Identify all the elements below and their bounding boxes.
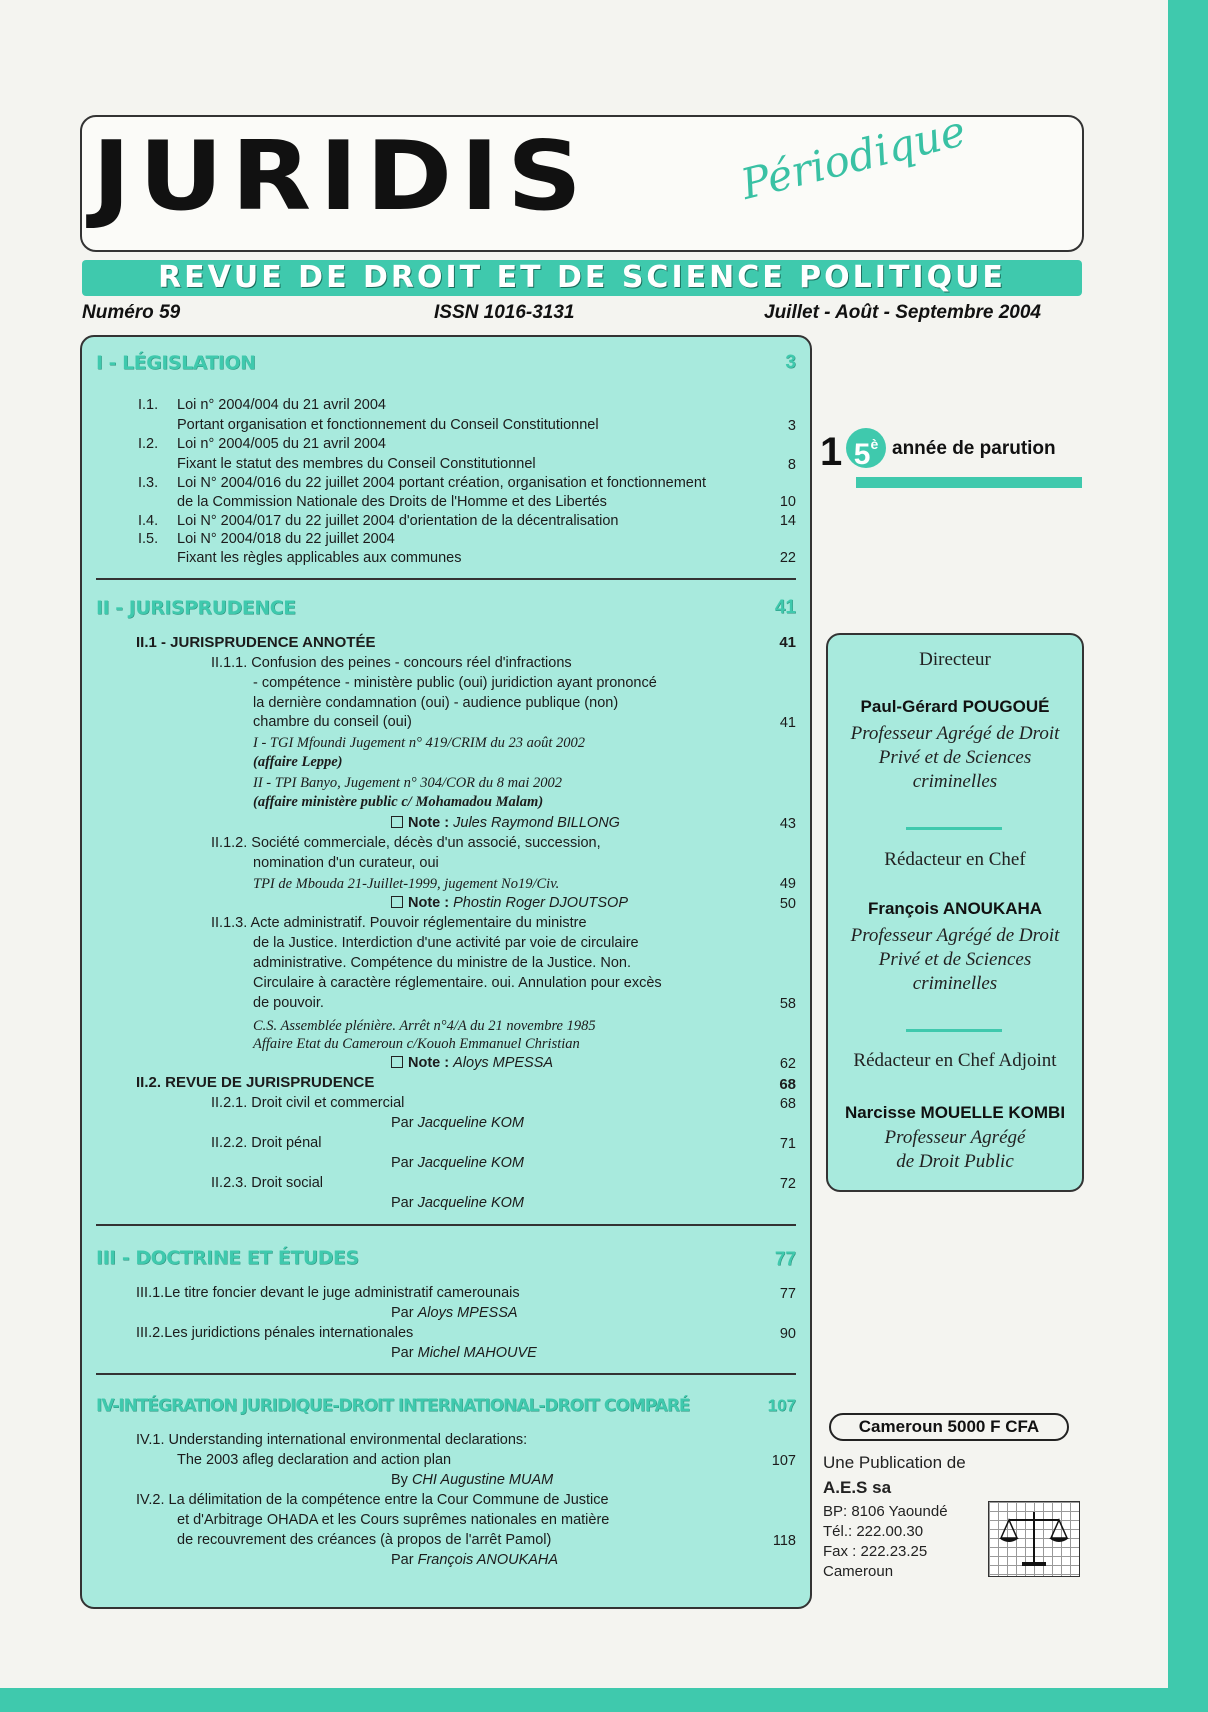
checkbox-icon: [391, 896, 403, 908]
toc-entry[interactable]: III.1.Le titre foncier devant le juge administratif camerounais: [136, 1285, 520, 1301]
note-label: Note :: [408, 1055, 450, 1071]
directeur-name: Paul-Gérard POUGOUÉ: [860, 697, 1050, 716]
toc-entry-cont: de la Justice. Interdiction d'une activité par voie de circulaire: [253, 935, 639, 951]
toc-page: 107: [771, 1453, 796, 1469]
author-line: [391, 1551, 558, 1569]
toc-page: 71: [779, 1136, 796, 1152]
subsection-page: 68: [779, 1076, 796, 1093]
toc-page: 22: [779, 550, 796, 566]
desc-line: criminelles: [912, 973, 998, 994]
toc-entry[interactable]: II.1.1. Confusion des peines - concours réel d'infractions: [211, 655, 572, 671]
section-legislation-page: 3: [785, 352, 796, 373]
publisher-name: A.E.S sa: [823, 1478, 892, 1497]
author-line: [391, 1304, 518, 1322]
author-name: CHI Augustine MUAM: [411, 1472, 554, 1488]
author-line: [391, 1344, 537, 1362]
note-label: Note :: [408, 895, 450, 911]
anniversary-text: année de parution: [892, 438, 1056, 459]
case-reference: TPI de Mbouda 21-Juillet-1999, jugement No19/Civ.: [253, 876, 560, 892]
toc-page: 77: [779, 1286, 796, 1302]
note-line: [391, 1054, 553, 1072]
adjoint-role: Rédacteur en Chef Adjoint: [853, 1050, 1057, 1071]
toc-number: I.5.: [138, 531, 159, 547]
toc-entry-cont: chambre du conseil (oui): [253, 714, 412, 730]
par-label: Par: [391, 1552, 414, 1568]
par-label: Par: [391, 1345, 414, 1361]
publisher-bp: BP: 8106 Yaoundé: [823, 1503, 948, 1520]
toc-page: 90: [779, 1326, 796, 1342]
adjoint-name: Narcisse MOUELLE KOMBI: [844, 1103, 1066, 1122]
price-badge: Cameroun 5000 F CFA: [829, 1413, 1069, 1441]
note-line: [391, 894, 628, 912]
note-author: Aloys MPESSA: [453, 1055, 554, 1071]
toc-entry[interactable]: IV.2. La délimitation de la compétence entre la Cour Commune de Justice: [136, 1492, 609, 1508]
par-label: Par: [391, 1305, 414, 1321]
toc-page: 3: [787, 418, 796, 434]
toc-entry-cont: de recouvrement des créances (à propos de l'arrêt Pamol): [177, 1532, 552, 1548]
section-divider: [96, 1224, 796, 1226]
issue-number: Numéro 59: [82, 302, 181, 323]
directeur-desc: [826, 722, 1084, 794]
author-line: [391, 1471, 553, 1489]
author-name: Michel MAHOUVE: [417, 1345, 537, 1361]
subsection-title[interactable]: II.2. REVUE DE JURISPRUDENCE: [136, 1074, 375, 1091]
toc-page: 8: [787, 457, 796, 473]
toc-number: I.1.: [138, 397, 159, 413]
toc-entry[interactable]: Loi n° 2004/004 du 21 avril 2004: [177, 397, 386, 413]
toc-entry-cont: et d'Arbitrage OHADA et les Cours suprêmes nationales en matière: [177, 1512, 610, 1528]
toc-entry[interactable]: II.1.3. Acte administratif. Pouvoir réglementaire du ministre: [211, 915, 587, 931]
toc-entry-cont: de pouvoir.: [253, 995, 324, 1011]
section-jurisprudence-page: 41: [774, 597, 796, 618]
par-label: Par: [391, 1195, 414, 1211]
section-legislation-title[interactable]: I - LÉGISLATION: [96, 352, 256, 374]
panel-separator: [906, 827, 1002, 830]
toc-entry-cont: Portant organisation et fonctionnement du Conseil Constitutionnel: [177, 417, 599, 433]
toc-number: I.3.: [138, 475, 159, 491]
author-name: Aloys MPESSA: [417, 1305, 518, 1321]
redacteur-desc: [826, 924, 1084, 996]
adjoint-desc: [826, 1126, 1084, 1174]
section-integration-title[interactable]: IV-INTÉGRATION JURIDIQUE-DROIT INTERNATIONAL-DROIT COMPARÉ: [96, 1396, 690, 1416]
toc-page: 10: [779, 494, 796, 510]
case-reference: I - TGI Mfoundi Jugement n° 419/CRIM du 23 août 2002: [253, 735, 586, 751]
toc-entry[interactable]: Loi N° 2004/017 du 22 juillet 2004 d'orientation de la décentralisation: [177, 513, 619, 529]
toc-page: 50: [779, 896, 796, 912]
author-line: [391, 1114, 524, 1132]
desc-line: Professeur Agrégé de Droit: [850, 925, 1060, 946]
subsection-page: 41: [779, 634, 796, 651]
toc-entry[interactable]: Loi n° 2004/005 du 21 avril 2004: [177, 436, 386, 452]
desc-line: Privé et de Sciences: [878, 747, 1032, 768]
toc-entry-cont: - compétence - ministère public (oui) juridiction ayant prononcé: [253, 675, 657, 691]
toc-entry-cont: Fixant les règles applicables aux communes: [177, 550, 462, 566]
section-divider: [96, 1373, 796, 1375]
author-line: [391, 1194, 524, 1212]
section-jurisprudence-title[interactable]: II - JURISPRUDENCE: [96, 597, 296, 619]
toc-number: I.4.: [138, 513, 159, 529]
toc-page: 41: [779, 715, 796, 731]
revue-banner: REVUE DE DROIT ET DE SCIENCE POLITIQUE: [82, 260, 1082, 296]
author-line: [391, 1154, 524, 1172]
panel-separator: [906, 1029, 1002, 1032]
toc-entry-cont: de la Commission Nationale des Droits de l'Homme et des Libertés: [177, 494, 607, 510]
note-line: [391, 814, 620, 832]
page-bottom-bar: [0, 1688, 1208, 1712]
toc-page: 118: [772, 1533, 796, 1549]
toc-page: 68: [779, 1096, 796, 1112]
toc-entry[interactable]: II.2.2. Droit pénal: [211, 1135, 322, 1151]
toc-page: 62: [779, 1056, 796, 1072]
toc-entry[interactable]: Loi N° 2004/016 du 22 juillet 2004 portant création, organisation et fonctionnement: [177, 475, 706, 491]
desc-line: de Droit Public: [896, 1151, 1014, 1172]
toc-page: 49: [779, 876, 796, 892]
par-label: Par: [391, 1155, 414, 1171]
journal-logo: JURIDIS: [92, 119, 590, 232]
author-name: Jacqueline KOM: [417, 1115, 524, 1131]
toc-entry[interactable]: II.2.1. Droit civil et commercial: [211, 1095, 405, 1111]
author-name: François ANOUKAHA: [417, 1552, 559, 1568]
toc-page: 14: [779, 513, 796, 529]
section-doctrine-page: 77: [774, 1249, 796, 1270]
issn: ISSN 1016-3131: [434, 302, 575, 323]
case-affaire: (affaire Leppe): [253, 754, 343, 770]
scales-of-justice-icon: [988, 1501, 1080, 1577]
subsection-title[interactable]: II.1 - JURISPRUDENCE ANNOTÉE: [136, 634, 376, 651]
toc-entry-cont: Fixant le statut des membres du Conseil Constitutionnel: [177, 456, 536, 472]
note-label: Note :: [408, 815, 450, 831]
desc-line: criminelles: [912, 771, 998, 792]
toc-page: 43: [779, 816, 796, 832]
toc-entry[interactable]: II.1.2. Société commerciale, décès d'un associé, succession,: [211, 835, 601, 851]
anniversary-underline: [856, 477, 1082, 488]
publication-line: Une Publication de: [823, 1453, 966, 1472]
redacteur-role: Rédacteur en Chef: [884, 849, 1026, 870]
issue-period: Juillet - Août - Septembre 2004: [764, 302, 1041, 323]
periodique-script: Périodique: [736, 106, 971, 209]
section-doctrine-title[interactable]: III - DOCTRINE ET ÉTUDES: [96, 1247, 359, 1269]
toc-entry-cont: la dernière condamnation (oui) - audience publique (non): [253, 695, 619, 711]
toc-entry[interactable]: II.2.3. Droit social: [211, 1175, 324, 1191]
toc-entry[interactable]: IV.1. Understanding international environmental declarations:: [136, 1432, 528, 1448]
author-name: Jacqueline KOM: [417, 1195, 524, 1211]
author-name: Jacqueline KOM: [417, 1155, 524, 1171]
case-reference: II - TPI Banyo, Jugement n° 304/COR du 8 mai 2002: [253, 775, 563, 791]
case-affaire: (affaire ministère public c/ Mohamadou Malam): [253, 794, 544, 810]
page-edge-strip: [1168, 0, 1208, 1712]
anniversary-circle: [846, 428, 886, 471]
par-label: Par: [391, 1115, 414, 1131]
desc-line: Professeur Agrégé: [884, 1127, 1026, 1148]
desc-line: Professeur Agrégé de Droit: [850, 723, 1060, 744]
directeur-role: Directeur: [919, 649, 991, 670]
note-author: Phostin Roger DJOUTSOP: [453, 895, 628, 911]
publisher-tel: Tél.: 222.00.30: [823, 1523, 924, 1540]
toc-page: 72: [779, 1176, 796, 1192]
case-reference: Affaire Etat du Cameroun c/Kouoh Emmanuel Christian: [253, 1036, 580, 1052]
toc-entry[interactable]: III.2.Les juridictions pénales internationales: [136, 1325, 414, 1341]
toc-entry[interactable]: Loi N° 2004/018 du 22 juillet 2004: [177, 531, 395, 547]
checkbox-icon: [391, 816, 403, 828]
publisher-country: Cameroun: [823, 1563, 894, 1580]
toc-page: 58: [779, 996, 796, 1012]
toc-entry-cont: The 2003 afleg declaration and action plan: [177, 1452, 452, 1468]
toc-entry-cont: Circulaire à caractère réglementaire. oui. Annulation pour excès: [253, 975, 662, 991]
publisher-fax: Fax : 222.23.25: [823, 1543, 928, 1560]
toc-entry-cont: administrative. Compétence du ministre de la Justice. Non.: [253, 955, 631, 971]
anniversary-digit-2: 5: [853, 438, 871, 471]
anniversary-digit: 1: [820, 430, 843, 474]
note-author: Jules Raymond BILLONG: [453, 815, 620, 831]
checkbox-icon: [391, 1056, 403, 1068]
anniversary-exponent: è: [870, 436, 879, 452]
section-divider: [96, 578, 796, 580]
section-integration-page: 107: [767, 1396, 796, 1415]
case-reference: C.S. Assemblée plénière. Arrêt n°4/A du 21 novembre 1985: [253, 1018, 596, 1034]
toc-entry-cont: nomination d'un curateur, oui: [253, 855, 439, 871]
redacteur-name: François ANOUKAHA: [867, 899, 1043, 918]
par-label: By: [391, 1472, 408, 1488]
toc-number: I.2.: [138, 436, 159, 452]
desc-line: Privé et de Sciences: [878, 949, 1032, 970]
